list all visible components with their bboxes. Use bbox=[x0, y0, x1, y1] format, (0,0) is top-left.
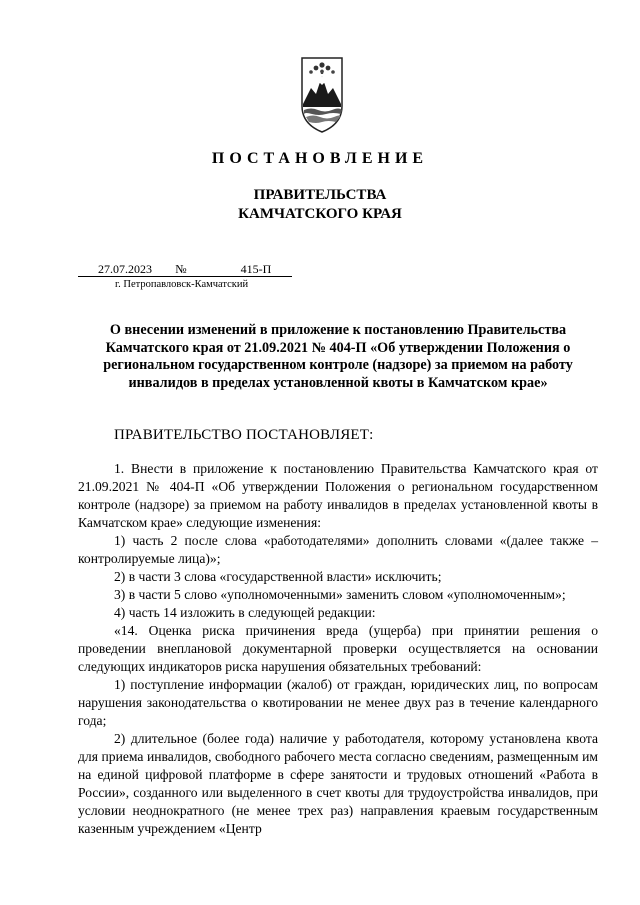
decree-line: ПРАВИТЕЛЬСТВО ПОСТАНОВЛЯЕТ: bbox=[114, 427, 374, 443]
body-paragraph: 1) часть 2 после слова «работодателями» дополнить словами «(далее также – контролируемые лица)»; bbox=[78, 533, 598, 566]
body-paragraph: 2) в части 3 слова «государственной власти» исключить; bbox=[114, 569, 442, 584]
body-paragraph: 1) поступление информации (жалоб) от граждан, юридических лиц, по вопросам нарушения законодательства о квотировании не менее двух раз в течение календарного года; bbox=[78, 677, 598, 728]
document-title: ПОСТАНОВЛЕНИЕ bbox=[211, 150, 429, 167]
issuing-authority bbox=[0, 186, 640, 224]
body-paragraph: 3) в части 5 слово «уполномоченными» заменить словом «уполномоченным»; bbox=[114, 587, 566, 602]
document-body bbox=[78, 460, 598, 838]
document-date: 27.07.2023 bbox=[78, 262, 172, 277]
body-paragraph: «14. Оценка риска причинения вреда (ущерба) при принятии решения о проведении внеплановой документарной проверки осуществляется на основании следующих индикаторов риска нарушения обязательных требований: bbox=[78, 623, 598, 674]
authority-line-1: ПРАВИТЕЛЬСТВА bbox=[253, 187, 387, 203]
document-subject: О внесении изменений в приложение к постановлению Правительства Камчатского края от 21.09.2021 № 404-П «Об утверждении Положения о региональном государственном контроле (надзоре) за приемом на работу инвалидов в пределах установленной квоты в Камчатском крае» bbox=[103, 322, 573, 391]
document-place: г. Петропавловск-Камчатский bbox=[115, 279, 249, 290]
number-blank bbox=[190, 262, 220, 277]
body-paragraph: 2) длительное (более года) наличие у работодателя, которому установлена квота для приема инвалидов, свободного рабочего места согласно сведениям, размещенным им на единой цифровой платформе в сфере занятости и трудовых отношений «Работа в России», созданного или выделенного в счет квоты для трудоустройства инвалидов, при условии неоднократного (не менее трех раз) направления краевым государственным казенным учреждением «Центр bbox=[78, 731, 598, 836]
document-meta bbox=[78, 262, 292, 277]
document-number: 415-П bbox=[220, 262, 292, 277]
number-sign: № bbox=[172, 262, 190, 277]
body-paragraph: 1. Внести в приложение к постановлению Правительства Камчатского края от 21.09.2021 № 404-П «Об утверждении Положения о региональном государственном контроле (надзоре) за приемом на работу инвалидов в пределах установленной квоты в Камчатском крае» следующие изменения: bbox=[78, 461, 598, 530]
coat-of-arms-emblem bbox=[300, 54, 344, 134]
authority-line-2: КАМЧАТСКОГО КРАЯ bbox=[238, 206, 402, 222]
body-paragraph: 4) часть 14 изложить в следующей редакции: bbox=[114, 605, 376, 620]
